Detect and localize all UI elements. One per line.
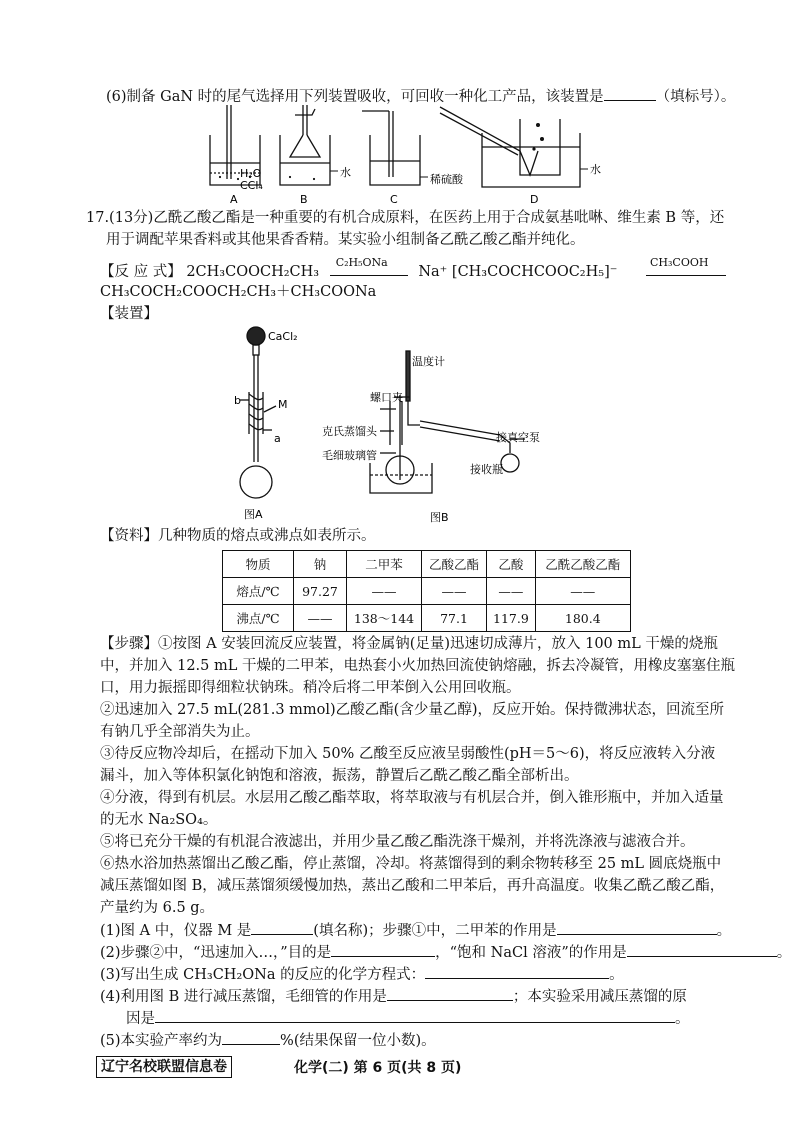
q5-part-b: %(结果保留一位小数)。 [280, 1033, 436, 1049]
figa-caption: 图A [244, 508, 263, 521]
data-intro: 【资料】几种物质的熔点或沸点如表所示。 [100, 528, 376, 544]
q1-blank-2 [557, 920, 717, 935]
q6-question [106, 86, 735, 107]
fig-a-label-ccl4: CCl₄ [240, 179, 263, 192]
q4-part-d: 。 [675, 1011, 690, 1027]
q6-apparatus-figure [190, 105, 620, 205]
question-4 [100, 986, 687, 1007]
q3-blank [425, 964, 609, 979]
table-header-row [223, 551, 631, 578]
question-4-cont [126, 1008, 690, 1029]
footer-badge: 辽宁名校联盟信息卷 [96, 1056, 232, 1078]
table-cell: —— [535, 578, 630, 605]
arrow-2 [646, 256, 726, 276]
step-line: 【步骤】①按图 A 安装回流反应装置，将金属钠(足量)迅速切成薄片，放入 100 mL 干燥的烧瓶 [100, 636, 718, 652]
figb-caption: 图B [430, 511, 449, 524]
step-line: 中，并加入 12.5 mL 干燥的二甲苯，电热套小火加热回流使钠熔融，拆去冷凝管，用橡皮塞塞住瓶 [100, 658, 735, 674]
step-line: ⑥热水浴加热蒸馏出乙酸乙酯，停止蒸馏，冷却。将蒸馏得到的剩余物转移至 25 mL 圆底烧瓶中 [100, 856, 722, 872]
q6-blank [604, 86, 656, 101]
q1-part-a: (1)图 A 中，仪器 M 是 [100, 923, 252, 939]
figb-clamp: 螺口夹 [370, 391, 403, 404]
table-cell: 117.9 [487, 605, 536, 632]
figb-receiver: 接收瓶 [470, 463, 503, 476]
condition-1: C₂H₅ONa [335, 256, 388, 269]
table-header: 二甲苯 [347, 551, 422, 578]
table-cell: 138～144 [347, 605, 422, 632]
q1-part-b: (填名称)；步骤①中，二甲苯的作用是 [313, 923, 557, 939]
q6-text: (6)制备 GaN 时的尾气选择用下列装置吸收，可回收一种化工产品，该装置是 [106, 89, 604, 105]
fig-label-c: C [390, 193, 398, 205]
q1-blank-1 [251, 920, 313, 935]
q2-part-a: (2)步骤②中，“迅速加入…，”目的是 [100, 945, 332, 961]
table-cell: —— [422, 578, 487, 605]
fig-c-label: 稀硫酸 [430, 173, 463, 186]
arrow-1 [330, 256, 408, 276]
q17-intro-2: 用于调配苹果香料或其他果香香精。某实验小组制备乙酰乙酸乙酯并纯化。 [106, 232, 585, 248]
question-1 [100, 920, 731, 941]
q2-part-b: ，“饱和 NaCl 溶液”的作用是 [435, 945, 627, 961]
condition-2: CH₃COOH [650, 256, 709, 269]
figa-cacl2: CaCl₂ [268, 330, 298, 343]
step-line: ③待反应物冷却后，在摇动下加入 50% 乙酸至反应液呈弱酸性(pH＝5～6)，将反应液转入分液 [100, 746, 716, 762]
table-cell: —— [294, 605, 347, 632]
reaction-product: CH₃COCH₂COOCH₂CH₃＋CH₃COONa [100, 284, 377, 300]
step-line: 产量约为 6.5 g。 [100, 900, 215, 916]
table-header: 乙酰乙酸乙酯 [535, 551, 630, 578]
fig-label-b: B [300, 193, 308, 205]
step-line: 口，用力振摇即得细粒状钠珠。稍冷后将二甲苯倒入公用回收瓶。 [100, 680, 521, 696]
footer-page: 化学(二) 第 6 页(共 8 页) [294, 1060, 462, 1076]
q2-blank-2 [627, 942, 777, 957]
table-header: 乙酸乙酯 [422, 551, 487, 578]
table-header: 物质 [223, 551, 294, 578]
apparatus-heading: 【装置】 [100, 306, 158, 322]
step-line: ⑤将已充分干燥的有机混合液滤出，并用少量乙酸乙酯洗涤干燥剂，并将洗涤液与滤液合并。 [100, 834, 695, 850]
figb-capillary: 毛细玻璃管 [322, 449, 377, 462]
q4-part-c: 因是 [126, 1011, 155, 1027]
table-row [223, 578, 631, 605]
q17-intro-1: 17.(13分)乙酰乙酸乙酯是一种重要的有机合成原料，在医药上用于合成氨基吡啉、维生素 B 等，还 [86, 210, 725, 226]
table-cell: 熔点/℃ [223, 578, 294, 605]
question-3 [100, 964, 624, 985]
q3-part-a: (3)写出生成 CH₃CH₂ONa 的反应的化学方程式： [100, 967, 426, 983]
figb-thermometer: 温度计 [412, 355, 445, 368]
table-cell: —— [487, 578, 536, 605]
q4-part-b: ；本实验采用减压蒸馏的原 [512, 989, 687, 1005]
figa-m: M [278, 398, 288, 411]
q2-blank-1 [331, 942, 435, 957]
reaction-label: 【反 应 式】 [100, 264, 182, 280]
fig-label-d: D [530, 193, 539, 205]
q4-part-a: (4)利用图 B 进行减压蒸馏，毛细管的作用是 [100, 989, 387, 1005]
step-line: 漏斗，加入等体积氯化钠饱和溶液，振荡，静置后乙酰乙酸乙酯全部析出。 [100, 768, 579, 784]
figb-claisen: 克氏蒸馏头 [322, 425, 377, 438]
table-cell: 180.4 [535, 605, 630, 632]
step-line: 的无水 Na₂SO₄。 [100, 812, 218, 828]
reactant: 2CH₃COOCH₂CH₃ [186, 264, 320, 280]
q1-part-c: 。 [716, 923, 732, 939]
step-line: ②迅速加入 27.5 mL(281.3 mmol)乙酸乙酯(含少量乙醇)，反应开始。保持微沸状态，回流至所 [100, 702, 724, 718]
q6-tail: （填标号）。 [655, 89, 736, 105]
fig-a-label-h2o: H₂O [240, 167, 262, 180]
figa-b: b [234, 394, 241, 407]
figure-a [220, 322, 310, 522]
q3-part-b: 。 [609, 967, 624, 983]
reaction-equation [100, 256, 726, 282]
figb-vacuum: 接真空泵 [496, 431, 540, 444]
step-line: 有钠几乎全部消失为止。 [100, 724, 260, 740]
q2-part-c: 。 [776, 945, 792, 961]
step-line: ④分液，得到有机层。水层用乙酸乙酯萃取，将萃取液与有机层合并，倒入锥形瓶中，并加入适量 [100, 790, 724, 806]
q5-blank [222, 1030, 280, 1045]
table-header: 钠 [294, 551, 347, 578]
step-line: 减压蒸馏如图 B，减压蒸馏须缓慢加热，蒸出乙酸和二甲苯后，再升高温度。收集乙酰乙酸乙酯， [100, 878, 725, 894]
q4-blank-1 [387, 986, 513, 1001]
figure-b [320, 345, 550, 525]
fig-b-label: 水 [340, 166, 351, 179]
table-cell: 77.1 [422, 605, 487, 632]
table-cell: 沸点/℃ [223, 605, 294, 632]
q5-part-a: (5)本实验产率约为 [100, 1033, 223, 1049]
table-cell: —— [347, 578, 422, 605]
table-header: 乙酸 [487, 551, 536, 578]
table-row [223, 605, 631, 632]
table-cell: 97.27 [294, 578, 347, 605]
intermediate: Na⁺ [CH₃COCHCOOC₂H₅]⁻ [418, 264, 618, 280]
q4-blank-2 [155, 1008, 675, 1023]
question-5 [100, 1030, 436, 1051]
fig-d-label: 水 [590, 163, 601, 176]
fig-label-a: A [230, 193, 238, 205]
question-2 [100, 942, 791, 963]
properties-table [222, 550, 631, 632]
figa-a: a [274, 432, 281, 445]
